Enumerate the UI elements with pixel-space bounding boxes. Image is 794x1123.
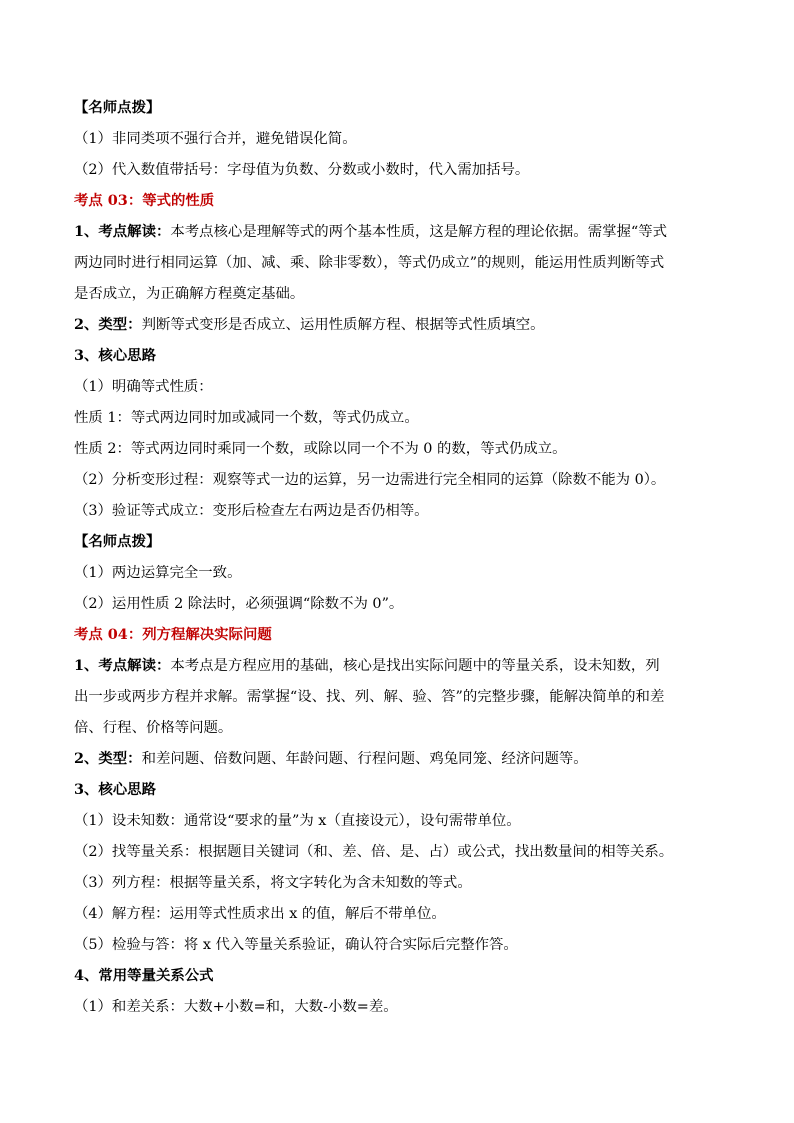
label: 1、考点解读： [74, 223, 171, 240]
label: 1、考点解读： [74, 657, 171, 674]
text: 本考点核心是理解等式的两个基本性质，这是解方程的理论依据。需掌握“等式 [170, 224, 668, 240]
text: 本考点是方程应用的基础，核心是找出实际问题中的等量关系，设未知数，列 [170, 658, 660, 674]
text: 判断等式变形是否成立、运用性质解方程、根据等式性质填空。 [141, 317, 545, 333]
subheading: 4、常用等量关系公式 [74, 967, 214, 984]
paragraph: 性质 2：等式两边同时乘同一个数，或除以同一个不为 0 的数，等式仍成立。 [74, 441, 567, 457]
teacher-tips-heading: 【名师点拨】 [74, 99, 161, 116]
paragraph: （1）设未知数：通常设“要求的量”为 x（直接设元），设句需带单位。 [74, 813, 521, 829]
teacher-tips-heading: 【名师点拨】 [74, 533, 161, 550]
paragraph: （4）解方程：运用等式性质求出 x 的值，解后不带单位。 [74, 906, 446, 922]
paragraph: （2）分析变形过程：观察等式一边的运算，另一边需进行完全相同的运算（除数不能为 0）。 [74, 472, 666, 488]
section-title-03: 考点 03：等式的性质 [74, 192, 215, 209]
paragraph: （3）列方程：根据等量关系，将文字转化为含未知数的等式。 [74, 875, 472, 891]
paragraph [74, 222, 734, 242]
paragraph: 性质 1：等式两边同时加或减同一个数，等式仍成立。 [74, 410, 419, 426]
label: 2、类型： [74, 750, 142, 767]
paragraph: 两边同时进行相同运算（加、减、乘、除非零数），等式仍成立”的规则，能运用性质判断等式 [74, 255, 665, 271]
paragraph: （1）非同类项不强行合并，避免错误化简。 [74, 131, 357, 147]
subheading: 3、核心思路 [74, 347, 156, 364]
paragraph: （5）检验与答：将 x 代入等量关系验证，确认符合实际后完整作答。 [74, 937, 518, 953]
paragraph: （1）和差关系：大数+小数=和，大数-小数=差。 [74, 999, 398, 1015]
paragraph: 倍、行程、价格等问题。 [74, 720, 233, 736]
paragraph [74, 749, 734, 769]
section-title-04: 考点 04：列方程解决实际问题 [74, 626, 272, 643]
paragraph: （1）明确等式性质： [74, 379, 213, 395]
paragraph: 出一步或两步方程并求解。需掌握“设、找、列、解、验、答”的完整步骤，能解决简单的和差 [74, 689, 665, 705]
paragraph: （1）两边运算完全一致。 [74, 565, 242, 581]
paragraph: 是否成立，为正确解方程奠定基础。 [74, 286, 305, 302]
paragraph: （2）代入数值带括号：字母值为负数、分数或小数时，代入需加括号。 [74, 162, 530, 178]
text: 和差问题、倍数问题、年龄问题、行程问题、鸡兔同笼、经济问题等。 [141, 751, 588, 767]
paragraph: （2）找等量关系：根据题目关键词（和、差、倍、是、占）或公式，找出数量间的相等关系。 [74, 844, 674, 860]
paragraph [74, 656, 734, 676]
paragraph: （2）运用性质 2 除法时，必须强调“除数不为 0”。 [74, 596, 404, 612]
paragraph [74, 315, 734, 335]
label: 2、类型： [74, 316, 142, 333]
paragraph: （3）验证等式成立：变形后检查左右两边是否仍相等。 [74, 503, 429, 519]
subheading: 3、核心思路 [74, 781, 156, 798]
